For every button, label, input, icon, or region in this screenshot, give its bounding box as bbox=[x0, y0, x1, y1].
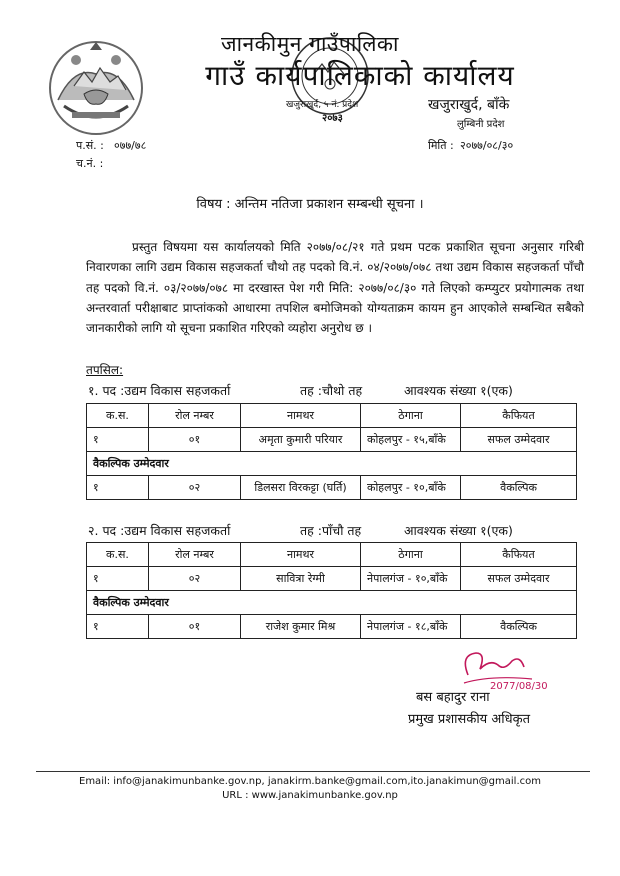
date-label: मिति : bbox=[428, 139, 454, 152]
municipality-name: जानकीमुन गाउँपालिका bbox=[220, 32, 399, 56]
footer-url: URL : www.janakimunbanke.gov.np bbox=[222, 790, 398, 801]
col-remark: कैफियत bbox=[461, 404, 577, 428]
col-roll: रोल नम्बर bbox=[149, 543, 241, 567]
table-row bbox=[87, 428, 577, 452]
cell-sn: १ bbox=[87, 567, 149, 591]
province-name: लुम्बिनी प्रदेश bbox=[457, 119, 505, 130]
ps-value: ०७७/७८ bbox=[114, 139, 147, 152]
cell-remark: सफल उम्मेदवार bbox=[461, 428, 577, 452]
cell-sn: १ bbox=[87, 615, 149, 639]
seal-text: खजुराखुर्द, ५ नं. प्रदेश bbox=[286, 100, 359, 110]
col-sn: क.स. bbox=[87, 404, 149, 428]
signatory-title: प्रमुख प्रशासकीय अधिकृत bbox=[408, 712, 531, 727]
post-title: १. पद :उद्यम विकास सहजकर्ता bbox=[88, 383, 231, 398]
footer-divider bbox=[36, 771, 590, 772]
table-row bbox=[87, 567, 577, 591]
cell-roll: ०२ bbox=[149, 476, 241, 500]
table-row bbox=[87, 615, 577, 639]
signature-date: 2077/08/30 bbox=[490, 681, 548, 692]
result-table-2 bbox=[86, 542, 577, 639]
cell-name: डिलसरा विरकट्टा (घर्ति) bbox=[241, 476, 361, 500]
result-table-1 bbox=[86, 403, 577, 500]
cell-roll: ०२ bbox=[149, 567, 241, 591]
signatory-name: बस बहादुर राना bbox=[416, 690, 490, 705]
ps-label: प.सं. : bbox=[76, 139, 104, 152]
col-remark: कैफियत bbox=[461, 543, 577, 567]
post-level: तह :चौथो तह bbox=[300, 383, 363, 398]
alt-candidate-label: वैकल्पिक उम्मेदवार bbox=[87, 452, 577, 476]
cell-address: नेपालगंज - १८,बाँके bbox=[361, 615, 461, 639]
post-level: तह :पाँचौ तह bbox=[300, 523, 362, 538]
col-address: ठेगाना bbox=[361, 404, 461, 428]
cell-roll: ०१ bbox=[149, 615, 241, 639]
cell-address: कोहलपुर - १५,बाँके bbox=[361, 428, 461, 452]
alt-label-row bbox=[87, 591, 577, 615]
col-sn: क.स. bbox=[87, 543, 149, 567]
table-header-row bbox=[87, 404, 577, 428]
date-value: २०७७/०८/३० bbox=[460, 139, 514, 152]
cn-label: च.नं. : bbox=[76, 157, 104, 170]
table-header-row bbox=[87, 543, 577, 567]
notice-body: प्रस्तुत विषयमा यस कार्यालयको मिति २०७७/०८/२१ गते प्रथम पटक प्रकाशित सूचना अनुसार गरिबी निवारणका लागि उद्यम विकास सहजकर्ता चौथो तह पदको वि.नं. ०४/२०७७/०७८ तथा उद्यम विकास सहजकर्ता पाँचौ तह पदको वि.नं. ०३/२०७७/०७८ मा दरखास्त पेश गरी मिति: २०७७/०८/३० गते लिएको कम्प्युटर प्रयोगात्मक तथा अन्तरवार्ता परीक्षाबाट प्राप्तांकको आधारमा तपशिल बमोजिमको योग्यताक्रम कायम हुन आएकोले सम्बन्धित सबैको जानकारीको लागि यो सूचना प्रकाशित गरिएको व्यहोरा अनुरोध छ । bbox=[86, 240, 584, 336]
col-name: नामथर bbox=[241, 404, 361, 428]
cell-sn: १ bbox=[87, 476, 149, 500]
table-row bbox=[87, 476, 577, 500]
cell-address: कोहलपुर - १०,बाँके bbox=[361, 476, 461, 500]
cell-remark: सफल उम्मेदवार bbox=[461, 567, 577, 591]
col-name: नामथर bbox=[241, 543, 361, 567]
alt-candidate-label: वैकल्पिक उम्मेदवार bbox=[87, 591, 577, 615]
cell-remark: वैकल्पिक bbox=[461, 615, 577, 639]
col-roll: रोल नम्बर bbox=[149, 404, 241, 428]
details-label: तपसिल: bbox=[86, 363, 124, 377]
cell-sn: १ bbox=[87, 428, 149, 452]
col-address: ठेगाना bbox=[361, 543, 461, 567]
cell-roll: ०१ bbox=[149, 428, 241, 452]
office-address: खजुराखुर्द, बाँके bbox=[428, 97, 510, 113]
office-title: गाउँ कार्यपालिकाको कार्यालय bbox=[205, 59, 515, 92]
cell-name: अमृता कुमारी परियार bbox=[241, 428, 361, 452]
footer-email: Email: info@janakimunbanke.gov.np, janakirm.banke@gmail.com,ito.janakimun@gmail.com bbox=[79, 776, 541, 787]
cell-name: सावित्रा रेग्मी bbox=[241, 567, 361, 591]
post-count: आवश्यक संख्या १(एक) bbox=[404, 523, 513, 538]
alt-label-row bbox=[87, 452, 577, 476]
cell-address: नेपालगंज - १०,बाँके bbox=[361, 567, 461, 591]
cell-remark: वैकल्पिक bbox=[461, 476, 577, 500]
notice-subject: विषय : अन्तिम नतिजा प्रकाशन सम्बन्धी सूचना । bbox=[196, 197, 424, 212]
seal-year: २०७३ bbox=[322, 113, 343, 124]
post-title: २. पद :उद्यम विकास सहजकर्ता bbox=[88, 523, 231, 538]
cell-name: राजेश कुमार मिश्र bbox=[241, 615, 361, 639]
post-count: आवश्यक संख्या १(एक) bbox=[404, 383, 513, 398]
